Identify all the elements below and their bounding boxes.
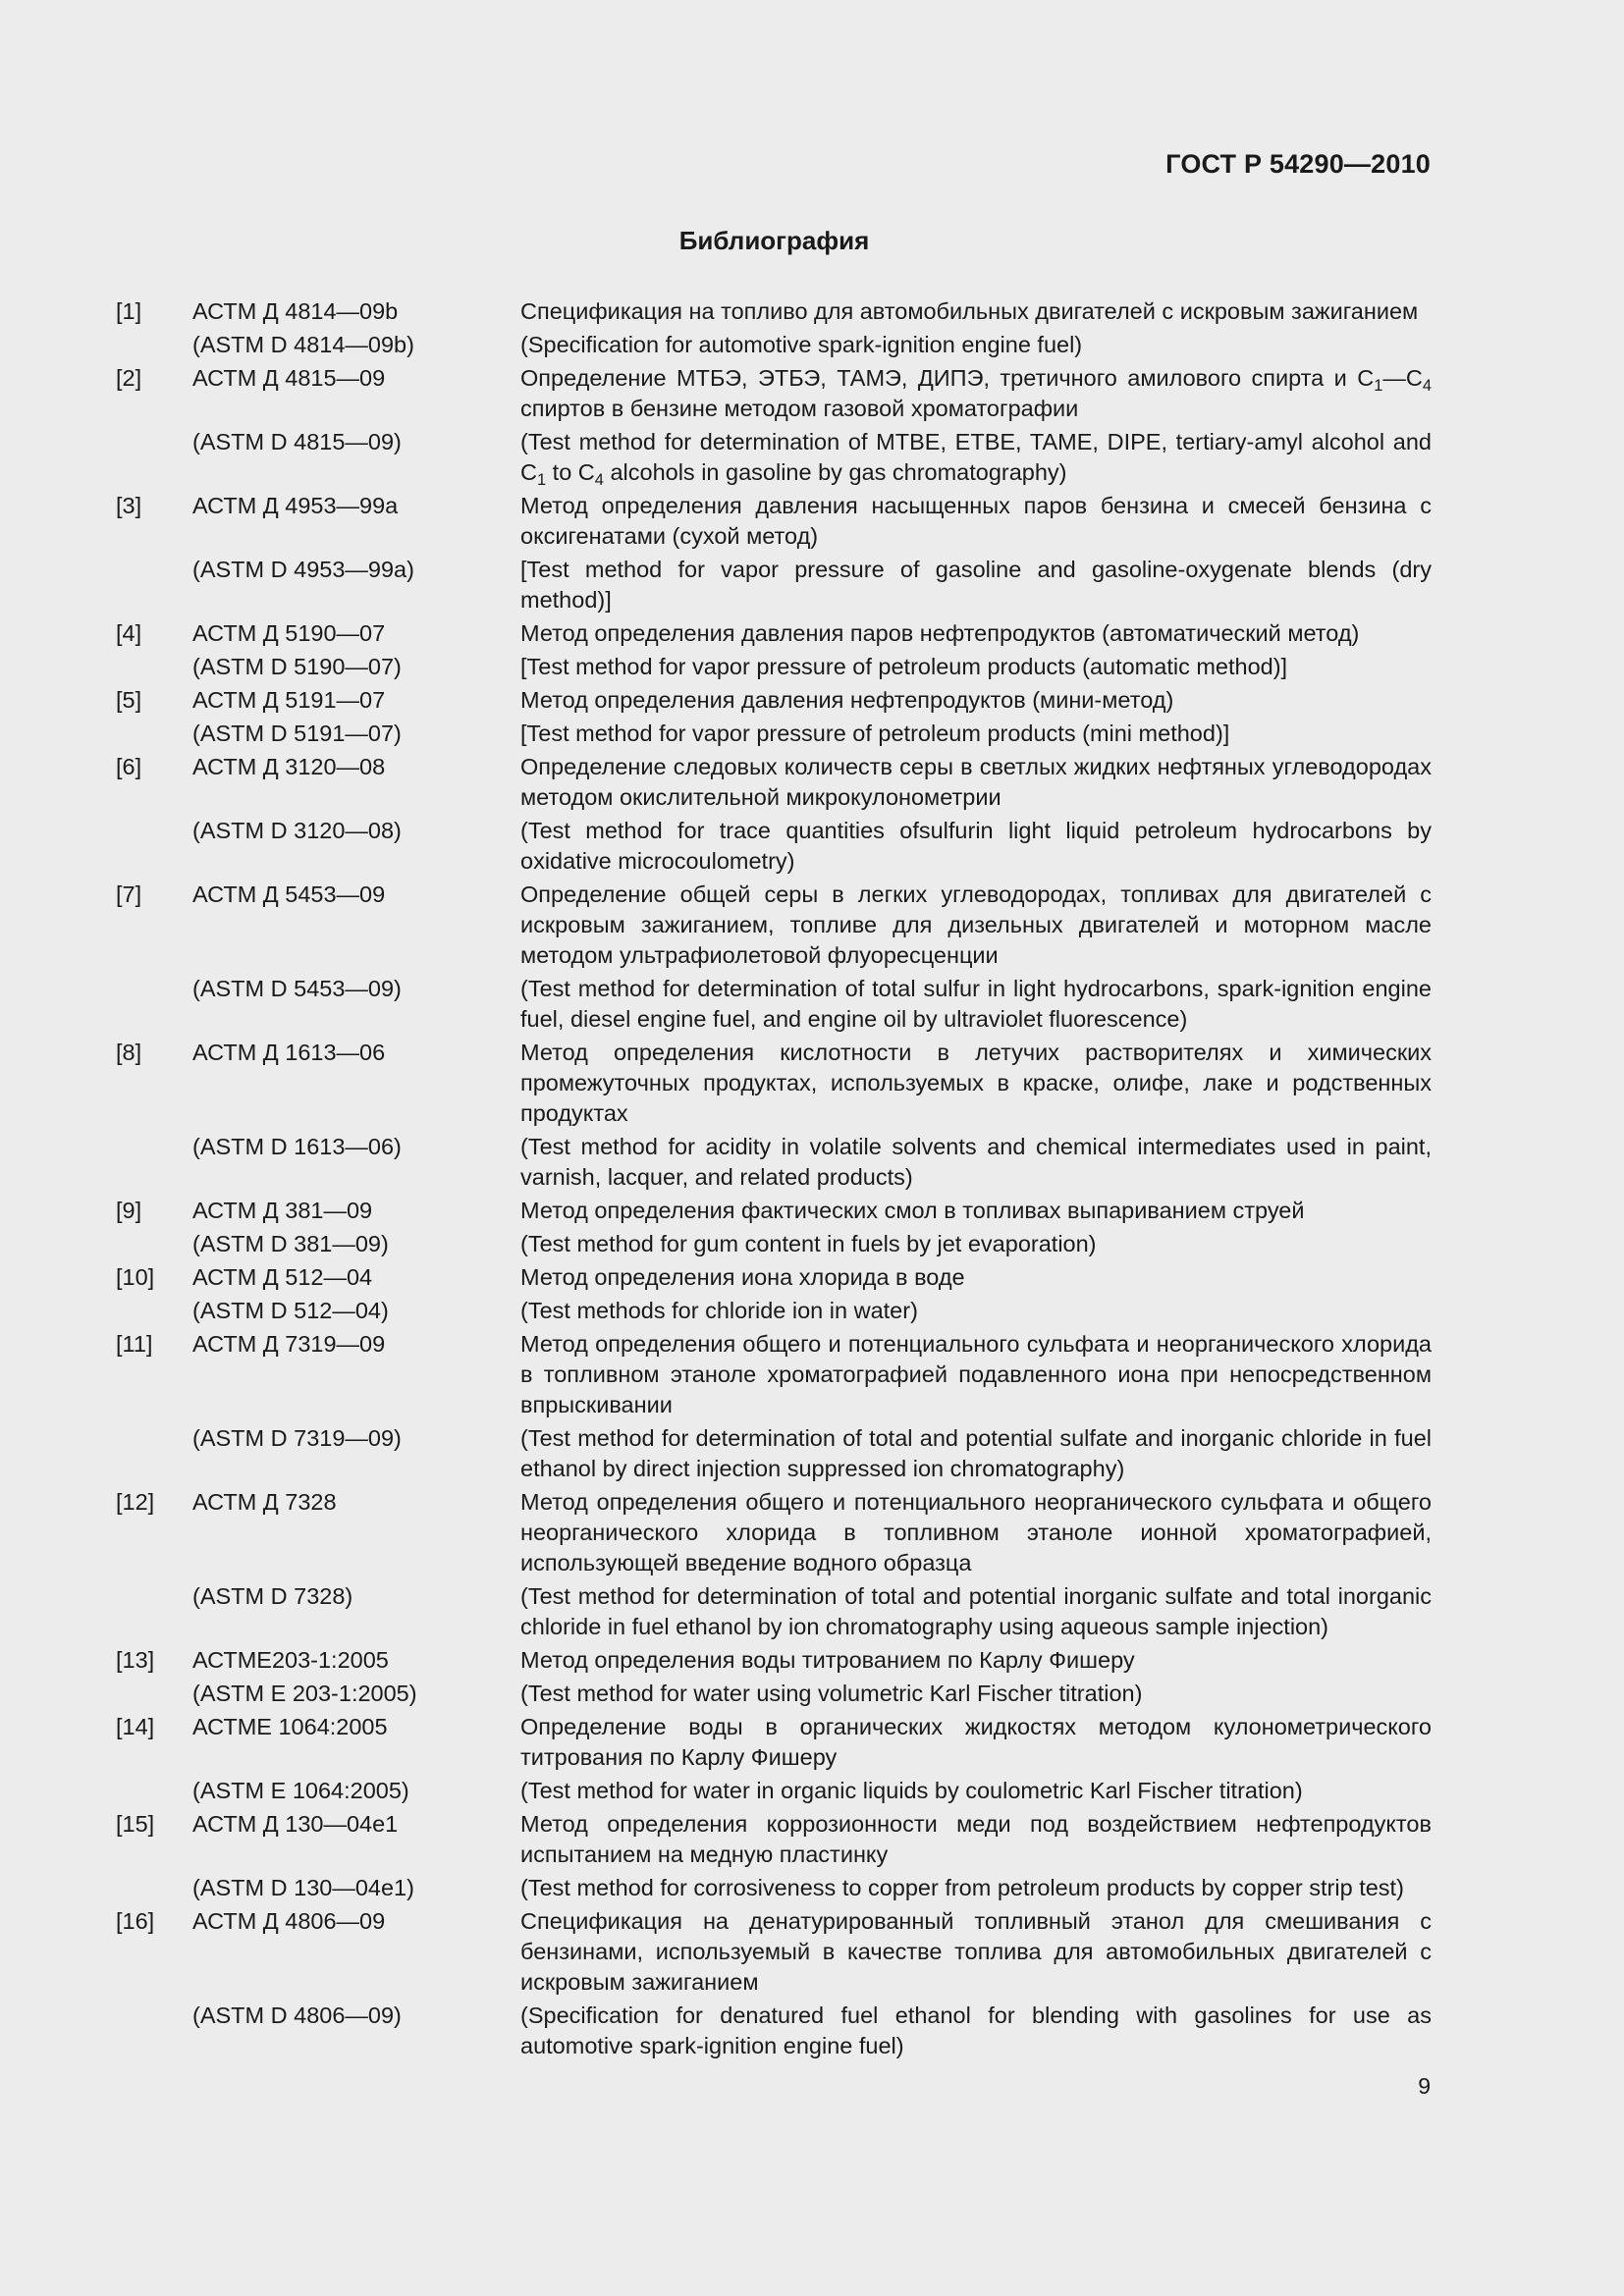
reference-code-ru: АСТМ Д 4815—09 bbox=[192, 365, 386, 391]
reference-entry bbox=[116, 1645, 1432, 1709]
reference-code-ru: АСТМ Д 3120—08 bbox=[192, 754, 386, 779]
number-spacer bbox=[116, 716, 192, 749]
reference-description-ru: Метод определения иона хлорида в воде bbox=[520, 1264, 965, 1290]
reference-code-ru: АСТМ Д 7319—09 bbox=[192, 1331, 386, 1357]
reference-code-en: (ASTM D 5191—07) bbox=[192, 721, 402, 746]
reference-entry bbox=[116, 1038, 1432, 1193]
reference-description-ru: Метод определения давления нефтепродуктов (мини-метод) bbox=[520, 687, 1174, 713]
reference-entry bbox=[116, 296, 1432, 360]
reference-code-en: (ASTM D 4953—99a) bbox=[192, 557, 414, 582]
page-title: Библиография bbox=[678, 226, 870, 255]
reference-description-en: (Test method for determination of total and potential inorganic sulfate and total inorganic chloride in fuel ethanol by ion chromatography using aqueous sample injection) bbox=[520, 1583, 1432, 1639]
reference-code-en: (ASTM D 381—09) bbox=[192, 1231, 389, 1256]
reference-description-en: [Test method for vapor pressure of petroleum products (automatic method)] bbox=[520, 654, 1288, 679]
reference-description-en: (Specification for automotive spark-ignition engine fuel) bbox=[520, 332, 1083, 357]
reference-code-ru: АСТМ Д 5191—07 bbox=[192, 687, 386, 713]
reference-code-ru: АСТМ Д 512—04 bbox=[192, 1264, 373, 1290]
reference-description-en: [Test method for vapor pressure of petroleum products (mini method)] bbox=[520, 721, 1230, 746]
reference-code-ru: АСТМ Д 1613—06 bbox=[192, 1040, 386, 1065]
reference-code-en: (ASTM D 7319—09) bbox=[192, 1425, 402, 1451]
reference-description-ru: Определение общей серы в легких углеводородах, топливах для двигателей с искровым зажиганием, топливе для дизельных двигателей и моторном масле методом ультрафиолетовой флуоресценции bbox=[520, 881, 1432, 968]
reference-entry bbox=[116, 618, 1432, 682]
reference-code-en: (ASTM D 5190—07) bbox=[192, 654, 402, 679]
reference-code-ru: АСТМ Д 4814—09b bbox=[192, 298, 399, 324]
reference-entry bbox=[116, 1262, 1432, 1326]
number-spacer bbox=[116, 327, 192, 360]
reference-code-en: (ASTM E 203-1:2005) bbox=[192, 1681, 417, 1706]
reference-code-en: (ASTM D 7328) bbox=[192, 1583, 353, 1609]
number-spacer bbox=[116, 1129, 192, 1193]
reference-entry bbox=[116, 1809, 1432, 1903]
reference-entry bbox=[116, 1196, 1432, 1259]
reference-description-ru: Определение воды в органических жидкостях методом кулонометрического титрования по Карлу Фишеру bbox=[520, 1714, 1432, 1770]
reference-number: [6] bbox=[116, 754, 142, 779]
reference-code-en: (ASTM D 512—04) bbox=[192, 1298, 389, 1323]
reference-code-en: (ASTM E 1064:2005) bbox=[192, 1778, 409, 1803]
reference-entry bbox=[116, 491, 1432, 615]
reference-description-en: (Test methods for chloride ion in water) bbox=[520, 1298, 918, 1323]
reference-number: [3] bbox=[116, 493, 142, 518]
reference-entry bbox=[116, 880, 1432, 1035]
number-spacer bbox=[116, 424, 192, 488]
number-spacer bbox=[116, 1420, 192, 1484]
reference-description-ru: Определение МТБЭ, ЭТБЭ, ТАМЭ, ДИПЭ, третичного амилового спирта и $C_1—C_4$ спиртов в бензине методом газовой хроматографии bbox=[520, 365, 1432, 421]
document-code: ГОСТ Р 54290—2010 bbox=[1165, 149, 1431, 179]
reference-description-en: (Test method for acidity in volatile solvents and chemical intermediates used in paint, varnish, lacquer, and related products) bbox=[520, 1134, 1432, 1190]
reference-entry bbox=[116, 1712, 1432, 1806]
reference-description-en: (Test method for determination of total sulfur in light hydrocarbons, spark-ignition engine fuel, diesel engine fuel, and engine oil by ultraviolet fluorescence) bbox=[520, 976, 1432, 1032]
reference-description-ru: Метод определения общего и потенциального сульфата и неорганического хлорида в топливном этаноле хроматографией подавленного иона при непосредственном впрыскивании bbox=[520, 1331, 1432, 1417]
reference-code-en: (ASTM D 3120—08) bbox=[192, 818, 402, 843]
reference-entry bbox=[116, 1487, 1432, 1642]
reference-number: [12] bbox=[116, 1489, 155, 1515]
reference-number: [4] bbox=[116, 620, 142, 646]
reference-number: [1] bbox=[116, 298, 142, 324]
reference-description-en: (Test method for trace quantities ofsulfurin light liquid petroleum hydrocarbons by oxidative microcoulometry) bbox=[520, 818, 1432, 874]
reference-number: [11] bbox=[116, 1331, 153, 1357]
reference-number: [14] bbox=[116, 1714, 155, 1739]
reference-entry bbox=[116, 1329, 1432, 1484]
reference-number: [15] bbox=[116, 1811, 155, 1837]
reference-code-ru: АСТМ Д 7328 bbox=[192, 1489, 337, 1515]
reference-code-en: (ASTM D 5453—09) bbox=[192, 976, 402, 1001]
number-spacer bbox=[116, 1773, 192, 1806]
reference-entry bbox=[116, 685, 1432, 749]
reference-code-en: (ASTM D 4814—09b) bbox=[192, 332, 414, 357]
reference-description-ru: Метод определения давления паров нефтепродуктов (автоматический метод) bbox=[520, 620, 1360, 646]
reference-description-en: (Test method for gum content in fuels by jet evaporation) bbox=[520, 1231, 1097, 1256]
reference-code-en: (ASTM D 4806—09) bbox=[192, 2002, 402, 2028]
bibliography-list bbox=[116, 296, 1432, 2061]
reference-number: [7] bbox=[116, 881, 142, 907]
reference-number: [5] bbox=[116, 687, 142, 713]
reference-description-ru: Метод определения воды титрованием по Карлу Фишеру bbox=[520, 1647, 1135, 1673]
reference-entry bbox=[116, 363, 1432, 488]
reference-description-en: (Specification for denatured fuel ethanol for blending with gasolines for use as automotive spark-ignition engine fuel) bbox=[520, 2002, 1432, 2058]
reference-code-en: (ASTM D 4815—09) bbox=[192, 429, 402, 454]
reference-description-ru: Метод определения давления насыщенных паров бензина и смесей бензина с оксигенатами (сухой метод) bbox=[520, 493, 1432, 549]
number-spacer bbox=[116, 1578, 192, 1642]
reference-code-ru: АСТМЕ 1064:2005 bbox=[192, 1714, 388, 1739]
number-spacer bbox=[116, 1226, 192, 1259]
reference-code-en: (ASTM D 1613—06) bbox=[192, 1134, 402, 1159]
number-spacer bbox=[116, 649, 192, 682]
reference-code-ru: АСТМЕ203-1:2005 bbox=[192, 1647, 389, 1673]
number-spacer bbox=[116, 1998, 192, 2061]
reference-description-ru: Определение следовых количеств серы в светлых жидких нефтяных углеводородах методом окислительной микрокулонометрии bbox=[520, 754, 1432, 810]
number-spacer bbox=[116, 1870, 192, 1903]
reference-number: [9] bbox=[116, 1198, 142, 1223]
reference-code-en: (ASTM D 130—04e1) bbox=[192, 1875, 414, 1900]
reference-description-ru: Метод определения кислотности в летучих растворителях и химических промежуточных продуктах, используемых в краске, олифе, лаке и родственных продуктах bbox=[520, 1040, 1432, 1126]
reference-description-ru: Спецификация на топливо для автомобильных двигателей с искровым зажиганием bbox=[520, 298, 1419, 324]
reference-code-ru: АСТМ Д 4953—99a bbox=[192, 493, 399, 518]
reference-code-ru: АСТМ Д 5453—09 bbox=[192, 881, 386, 907]
reference-entry bbox=[116, 752, 1432, 877]
reference-code-ru: АСТМ Д 5190—07 bbox=[192, 620, 386, 646]
reference-number: [16] bbox=[116, 1908, 155, 1934]
reference-code-ru: АСТМ Д 4806—09 bbox=[192, 1908, 386, 1934]
reference-code-ru: АСТМ Д 130—04e1 bbox=[192, 1811, 399, 1837]
reference-description-en: (Test method for determination of MTBE, ETBE, TAME, DIPE, tertiary-amyl alcohol and $C_1$ to $C_4$ alcohols in gasoline by gas chromatography) bbox=[520, 429, 1432, 489]
number-spacer bbox=[116, 813, 192, 877]
reference-number: [10] bbox=[116, 1264, 155, 1290]
reference-description-ru: Метод определения фактических смол в топливах выпариванием струей bbox=[520, 1198, 1305, 1223]
number-spacer bbox=[116, 1676, 192, 1709]
page-number: 9 bbox=[1418, 2073, 1431, 2099]
reference-number: [8] bbox=[116, 1040, 142, 1065]
reference-description-en: (Test method for water using volumetric Karl Fischer titration) bbox=[520, 1681, 1143, 1706]
reference-number: [13] bbox=[116, 1647, 155, 1673]
number-spacer bbox=[116, 552, 192, 615]
number-spacer bbox=[116, 971, 192, 1035]
reference-description-en: (Test method for determination of total and potential sulfate and inorganic chloride in fuel ethanol by direct injection suppressed ion chromatography) bbox=[520, 1425, 1432, 1481]
number-spacer bbox=[116, 1293, 192, 1326]
reference-description-en: (Test method for water in organic liquids by coulometric Karl Fischer titration) bbox=[520, 1778, 1303, 1803]
reference-code-ru: АСТМ Д 381—09 bbox=[192, 1198, 373, 1223]
reference-description-ru: Спецификация на денатурированный топливный этанол для смешивания с бензинами, используемый в качестве топлива для автомобильных двигателей с искровым зажиганием bbox=[520, 1908, 1432, 1995]
reference-number: [2] bbox=[116, 365, 142, 391]
reference-description-ru: Метод определения общего и потенциального неорганического сульфата и общего неорганического хлорида в топливном этаноле ионной хроматографией, использующей введение водного образца bbox=[520, 1489, 1432, 1575]
reference-description-en: (Test method for corrosiveness to copper from petroleum products by copper strip test) bbox=[520, 1875, 1404, 1900]
reference-description-ru: Метод определения коррозионности меди под воздействием нефтепродуктов испытанием на медную пластинку bbox=[520, 1811, 1432, 1867]
reference-description-en: [Test method for vapor pressure of gasoline and gasoline-oxygenate blends (dry method)] bbox=[520, 557, 1432, 613]
reference-entry bbox=[116, 1906, 1432, 2061]
